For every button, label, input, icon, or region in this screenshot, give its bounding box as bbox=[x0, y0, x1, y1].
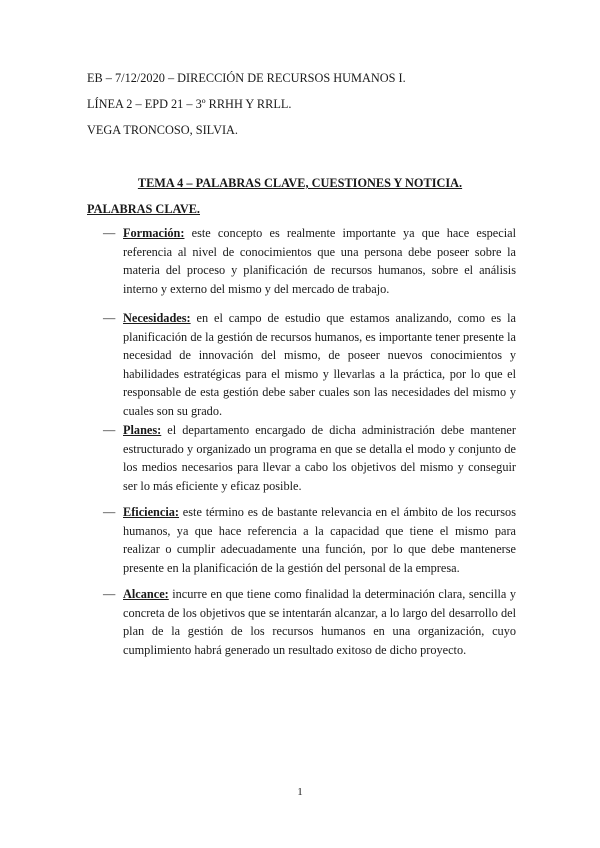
keyword-item bbox=[103, 503, 516, 577]
keyword-paragraph bbox=[123, 224, 516, 298]
keyword-paragraph bbox=[123, 503, 516, 577]
keyword-text: en el campo de estudio que estamos analizando, como es la planificación de la gestión de recursos humanos, es importante tener presente la necesidad de innovación del mismo, de poseer nuevos conocimientos y habilidades estratégicas para el mismo y llevarlas a la práctica, por lo que el responsable de esta gestión debe saber cuales son las necesidades del mismo y cuales son su grado. bbox=[123, 311, 516, 418]
bullet-dash: — bbox=[103, 226, 116, 240]
bullet-dash: — bbox=[103, 311, 116, 325]
keyword-item bbox=[103, 309, 516, 421]
header-line-group: LÍNEA 2 – EPD 21 – 3º RRHH Y RRLL. bbox=[87, 97, 292, 111]
header-line-author: VEGA TRONCOSO, SILVIA. bbox=[87, 123, 238, 137]
keyword-term: Planes: bbox=[123, 423, 162, 437]
page-number: 1 bbox=[297, 786, 303, 798]
keyword-paragraph bbox=[123, 421, 516, 495]
bullet-dash: — bbox=[103, 423, 116, 437]
keyword-term: Eficiencia: bbox=[123, 505, 180, 519]
keyword-text: el departamento encargado de dicha administración debe mantener estructurado y organizado un programa en que se detalla el modo y conjunto de los medios necesarios para llevar a cabo los objetivos del mismo y conseguir ser lo más eficiente y eficaz posible. bbox=[123, 423, 516, 493]
section-heading: PALABRAS CLAVE. bbox=[87, 202, 200, 216]
keyword-term: Alcance: bbox=[123, 587, 169, 601]
document-title: TEMA 4 – PALABRAS CLAVE, CUESTIONES Y NOTICIA. bbox=[137, 176, 463, 190]
keyword-text: incurre en que tiene como finalidad la determinación clara, sencilla y concreta de los objetivos que se intentarán alcanzar, a lo largo del desarrollo del plan de la gestión de los recursos humanos en una organización, cuyo cumplimiento habrá generado un resultado exitoso de dicho proyecto. bbox=[123, 587, 516, 657]
keyword-term: Formación: bbox=[123, 226, 185, 240]
keyword-item bbox=[103, 585, 516, 659]
keyword-paragraph bbox=[123, 585, 516, 659]
keyword-item bbox=[103, 224, 516, 298]
keyword-item bbox=[103, 421, 516, 495]
keyword-term: Necesidades: bbox=[123, 311, 191, 325]
keyword-paragraph bbox=[123, 309, 516, 421]
keyword-text: este concepto es realmente importante ya que hace especial referencia al nivel de conocimientos que una persona debe poseer sobre la materia del proceso y planificación de recursos humanos, sobre el análisis interno y externo del mismo y del mercado de trabajo. bbox=[123, 226, 516, 296]
header-line-course: EB – 7/12/2020 – DIRECCIÓN DE RECURSOS HUMANOS I. bbox=[87, 71, 406, 85]
bullet-dash: — bbox=[103, 587, 116, 601]
keyword-text: este término es de bastante relevancia en el ámbito de los recursos humanos, ya que hace referencia a la capacidad que tiene el mismo para realizar o cumplir adecuadamente una función, por lo que debe mantenerse presente en la planificación de la gestión del personal de la empresa. bbox=[123, 505, 516, 575]
bullet-dash: — bbox=[103, 505, 116, 519]
